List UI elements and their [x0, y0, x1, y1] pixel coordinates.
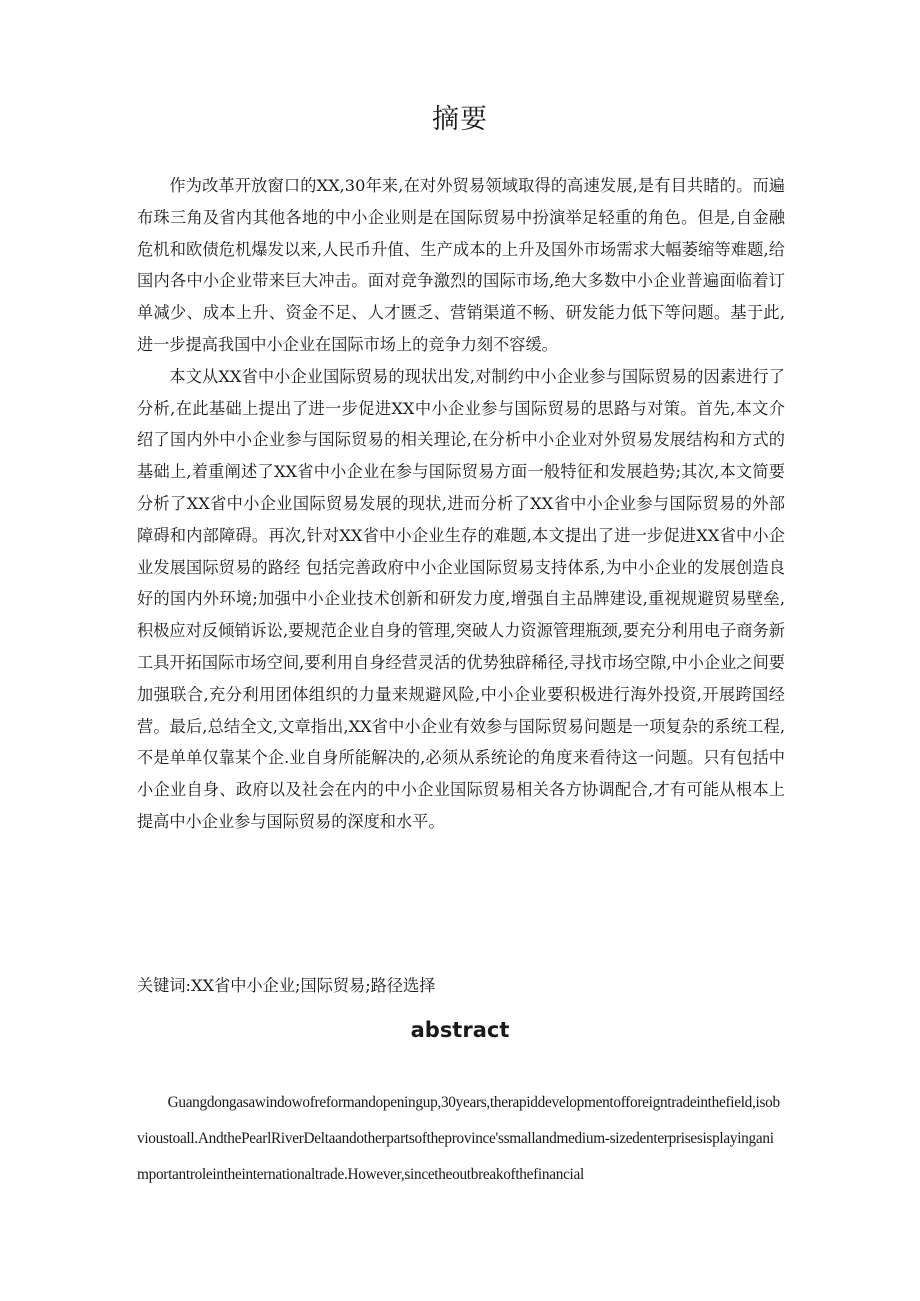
keywords-line: 关键词:XX省中小企业;国际贸易;路径选择 [137, 976, 436, 995]
abstract-title-en: abstract [410, 1018, 510, 1042]
abstract-body-cn [137, 170, 785, 838]
abstract-paragraph-1: 作为改革开放窗口的XX,30年来,在对外贸易领域取得的高速发展,是有目共睹的。而遍布珠三角及省内其他各地的中小企业则是在国际贸易中扮演举足轻重的角色。但是,自金融危机和欧债危机爆发以来,人民币升值、生产成本的上升及国外市场需求大幅萎缩等难题,给国内各中小企业带来巨大冲击。面对竞争激烈的国际市场,绝大多数中小企业普遍面临着订单减少、成本上升、资金不足、人才匮乏、营销渠道不畅、研发能力低下等问题。基于此,进一步提高我国中小企业在国际市场上的竞争力刻不容缓。 [137, 176, 785, 354]
page-title: 摘要 [432, 104, 488, 135]
abstract-paragraph-en: Guangdongasawindowofreformandopeningup,30years,therapiddevelopmentofforeigntradeinthefield,isobvioustoall.AndthePearlRiverDeltaandotherpartsoftheprovince'ssmallandmedium-sizedenterprisesisplayinganimportantroleintheinternationaltrade.However,sincetheoutbreakofthefinancial [137, 1094, 780, 1183]
abstract-paragraph-2: 本文从XX省中小企业国际贸易的现状出发,对制约中小企业参与国际贸易的因素进行了分析,在此基础上提出了进一步促进XX中小企业参与国际贸易的思路与对策。首先,本文介绍了国内外中小企业参与国际贸易的相关理论,在分析中小企业对外贸易发展结构和方式的基础上,着重阐述了XX省中小企业在参与国际贸易方面一般特征和发展趋势;其次,本文简要分析了XX省中小企业国际贸易发展的现状,进而分析了XX省中小企业参与国际贸易的外部障碍和内部障碍。再次,针对XX省中小企业生存的难题,本文提出了进一步促进XX省中小企业发展国际贸易的路经 包括完善政府中小企业国际贸易支持体系,为中小企业的发展创造良好的国内外环境;加强中小企业技术创新和研发力度,增强自主品牌建设,重视规避贸易壁垒,积极应对反倾销诉讼,要规范企业自身的管理,突破人力资源管理瓶颈,要充分利用电子商务新工具开拓国际市场空间,要利用自身经营灵活的优势独辟稀径,寻找市场空隙,中小企业之间要加强联合,充分利用团体组织的力量来规避风险,中小企业要积极进行海外投资,开展跨国经营。最后,总结全文,文章指出,XX省中小企业有效参与国际贸易问题是一项复杂的系统工程,不是单单仅靠某个企.业自身所能解决的,必须从系统论的角度来看待这一问题。只有包括中小企业自身、政府以及社会在内的中小企业国际贸易相关各方协调配合,才有可能从根本上提高中小企业参与国际贸易的深度和水平。 [137, 366, 785, 831]
